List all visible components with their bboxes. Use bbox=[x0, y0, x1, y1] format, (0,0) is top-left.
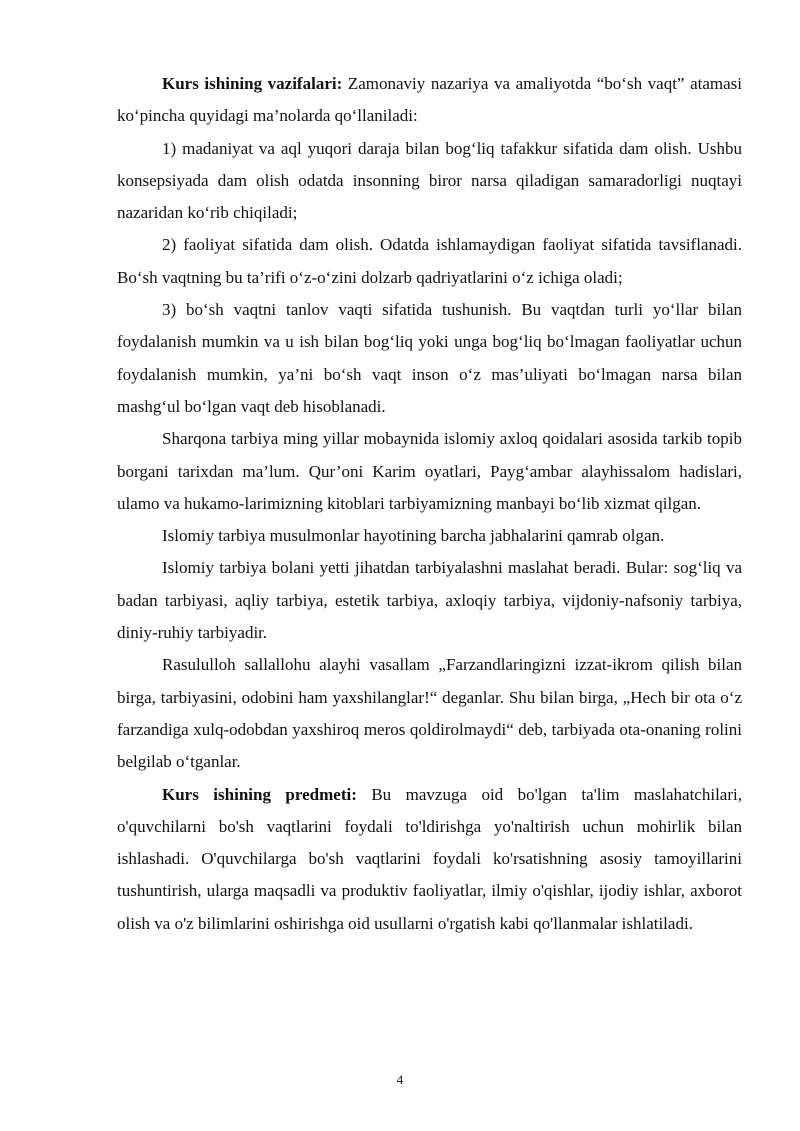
paragraph-heading: Kurs ishining vazifalari: bbox=[162, 74, 343, 93]
paragraph-text: Sharqona tarbiya ming yillar mobaynida islomiy axloq qoidalari asosida tarkib topib borgani tarixdan ma’lum. Qur’oni Karim oyatlari, Payg‘ambar alayhissalom hadislari, ulamo va hukamo-larimizning kitoblari tarbiyamizning manbayi bo‘lib xizmat qilgan. bbox=[117, 429, 742, 513]
paragraph-text: 1) madaniyat va aql yuqori daraja bilan bog‘liq tafakkur sifatida dam olish. Ushbu konsepsiyada dam olish odatda insonning biror narsa qiladigan samaradorligi nuqtayi nazaridan ko‘rib chiqiladi; bbox=[117, 138, 742, 223]
paragraph-text: 2) faoliyat sifatida dam olish. Odatda ishlamaydigan faoliyat sifatida tavsiflanadi. Bo‘sh vaqtning bu ta’rifi o‘z-o‘zini dolzarb qadriyatlarini o‘z ichiga oladi; bbox=[117, 235, 742, 287]
page-number: 4 bbox=[396, 1072, 404, 1087]
page-body bbox=[117, 68, 742, 940]
paragraph-item-3 bbox=[117, 294, 742, 423]
paragraph-text: Zamonaviy nazariya va amaliyotda “bo‘sh vaqt” atamasi ko‘pincha quyidagi ma’nolarda qo‘llaniladi: bbox=[117, 74, 742, 126]
paragraph-islomiy-tarbiya bbox=[117, 520, 742, 552]
paragraph-text: Rasululloh sallallohu alayhi vasallam „Farzandlaringizni izzat-ikrom qilish bilan birga, tarbiyasini, odobini ham yaxshilanglar!“ deganlar. Shu bilan birga, „Hech bir ota o‘z farzandiga xulq-odobdan yaxshiroq meros qoldirolmaydi“ deb, tarbiyada ota-onaning rolini belgilab o‘tganlar. bbox=[117, 655, 742, 772]
paragraph-sharqona-tarbiya bbox=[117, 423, 742, 520]
paragraph-item-2 bbox=[117, 229, 742, 294]
paragraph-text: Bu mavzuga oid bo'lgan ta'lim maslahatchilari, o'quvchilarni bo'sh vaqtlarini foydali to'ldirishga yo'naltirish uchun mohirlik bilan ishlashadi. O'quvchilarga bo'sh vaqtlarini foydali ko'rsatishning asosiy tamoyillarini tushuntirish, ularga maqsadli va produktiv faoliyatlar, ilmiy o'qishlar, ijodiy ishlar, axborot olish va o'z bilimlarini oshirishga oid usullarni o'rgatish kabi qo'llanmalar ishlatiladi. bbox=[117, 784, 742, 933]
paragraph-text: Islomiy tarbiya bolani yetti jihatdan tarbiyalashni maslahat beradi. Bular: sog‘liq va badan tarbiyasi, aqliy tarbiya, estetik tarbiya, axloqiy tarbiya, vijdoniy-nafsoniy tarbiya, diniy-ruhiy tarbiyadir. bbox=[117, 558, 742, 643]
paragraph-vazifalari bbox=[117, 68, 742, 133]
paragraph-text: 3) bo‘sh vaqtni tanlov vaqti sifatida tushunish. Bu vaqtdan turli yo‘llar bilan foydalanish mumkin va u ish bilan bog‘liq yoki unga bog‘liq bo‘lmagan faoliyatlar uchun foydalanish mumkin, ya’ni bo‘sh vaqt inson o‘z mas’uliyati bo‘lmagan narsa bilan mashg‘ul bo‘lgan vaqt deb hisoblanadi. bbox=[117, 300, 742, 416]
paragraph-yetti-jihat bbox=[117, 552, 742, 649]
paragraph-item-1 bbox=[117, 133, 742, 230]
paragraph-predmeti bbox=[117, 779, 742, 940]
paragraph-text: Islomiy tarbiya musulmonlar hayotining barcha jabhalarini qamrab olgan. bbox=[162, 526, 665, 546]
paragraph-rasululloh bbox=[117, 649, 742, 778]
paragraph-heading: Kurs ishining predmeti: bbox=[162, 784, 357, 804]
